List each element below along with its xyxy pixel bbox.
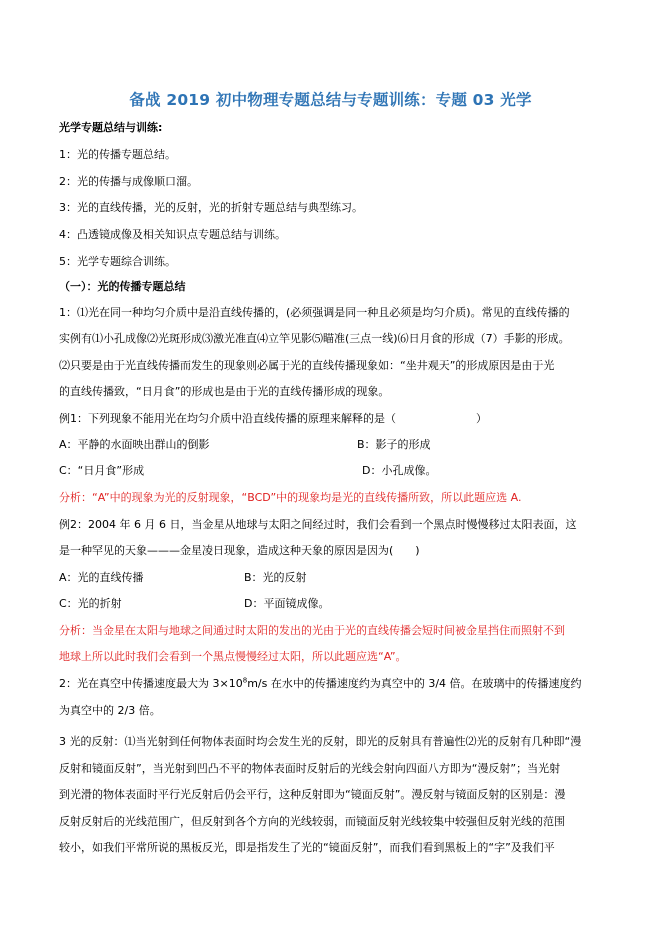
paragraph-3-line-2: 反射和镜面反射”，当光射到凹凸不平的物体表面时反射后的光线会射向四面八方即为“漫反射”；当光射 xyxy=(59,762,561,775)
paragraph-3-line-4: 反射反射后的光线范围广，但反射到各个方向的光线较弱，而镜面反射光线较集中较强但反射光线的范围 xyxy=(59,815,565,828)
paragraph-3-line-5: 较小，如我们平常所说的黑板反光，即是指发生了光的“镜面反射”，而我们看到黑板上的“字”及我们平 xyxy=(59,841,555,854)
example-2-option-c: C：光的折射 xyxy=(59,597,122,610)
speed-text-b: m/s 在水中的传播速度约为真空中的 3/4 倍。在玻璃中的传播速度约 xyxy=(247,677,582,690)
paragraph-1-line-2: 实例有⑴小孔成像⑵光斑形成⑶激光准直⑷立竿见影⑸瞄准(三点一线)⑹日月食的形成（7）手影的形成。 xyxy=(59,332,570,345)
example-1-analysis: 分析：“A”中的现象为光的反射现象，“BCD”中的现象均是光的直线传播所致，所以此题应选 A. xyxy=(59,491,522,504)
example-1-option-c: C：“日月食”形成 xyxy=(59,464,145,477)
section-heading: 光学专题总结与训练: xyxy=(59,121,163,134)
example-2-question-line-1: 例2：2004 年 6 月 6 日，当金星从地球与太阳之间经过时，我们会看到一个黑点时慢慢移过太阳表面，这 xyxy=(59,518,577,531)
example-2-analysis-line-1: 分析：当金星在太阳与地球之间通过时太阳的发出的光由于光的直线传播会短时间被金星挡住而照射不到 xyxy=(59,624,565,637)
example-2-option-a: A：光的直线传播 xyxy=(59,571,144,584)
example-1-question-end: ） xyxy=(476,412,487,425)
paragraph-1-line-1: 1：⑴光在同一种均匀介质中是沿直线传播的，(必须强调是同一种且必须是均匀介质)。常见的直线传播的 xyxy=(59,306,570,319)
example-1-question-text: 例1：下列现象不能用光在均匀介质中沿直线传播的原理来解释的是（ xyxy=(59,412,396,425)
paragraph-3-line-3: 到光滑的物体表面时平行光反射后仍会平行，这种反射即为“镜面反射”。漫反射与镜面反射的区别是：漫 xyxy=(59,788,566,801)
document-title: 备战 2019 初中物理专题总结与专题训练：专题 03 光学 xyxy=(129,91,532,109)
example-2-analysis-line-2: 地球上所以此时我们会看到一个黑点慢慢经过太阳，所以此题应选“A”。 xyxy=(59,650,407,663)
toc-item-3: 3：光的直线传播，光的反射，光的折射专题总结与典型练习。 xyxy=(59,201,363,214)
example-1-option-a: A：平静的水面映出群山的倒影 xyxy=(59,438,210,451)
example-1-option-b: B：影子的形成 xyxy=(357,438,431,451)
toc-item-5: 5：光学专题综合训练。 xyxy=(59,255,176,268)
example-1-question xyxy=(59,412,609,426)
speed-text-a: 2：光在真空中传播速度最大为 3×10 xyxy=(59,677,243,690)
example-2-option-b: B：光的反射 xyxy=(244,571,307,584)
example-2-option-d: D：平面镜成像。 xyxy=(244,597,330,610)
paragraph-1-line-3: ⑵只要是由于光直线传播而发生的现象则必属于光的直线传播现象如：“坐井观天”的形成原因是由于光 xyxy=(59,359,555,372)
paragraph-2-line-2: 为真空中的 2/3 倍。 xyxy=(59,704,161,717)
paragraph-1-line-4: 的直线传播致，“日月食”的形成也是由于光的直线传播形成的现象。 xyxy=(59,385,390,398)
paragraph-2-line-1 xyxy=(59,677,609,691)
toc-item-2: 2：光的传播与成像顺口溜。 xyxy=(59,175,198,188)
example-1-option-d: D：小孔成像。 xyxy=(362,464,437,477)
paragraph-3-line-1: 3 光的反射：⑴当光射到任何物体表面时均会发生光的反射，即光的反射具有普遍性⑵光的反射有几种即“漫 xyxy=(59,735,582,748)
toc-item-1: 1：光的传播专题总结。 xyxy=(59,148,176,161)
example-2-question-line-2: 是一种罕见的天象———金星凌日现象，造成这种天象的原因是因为( ) xyxy=(59,544,420,557)
part1-heading: （一）：光的传播专题总结 xyxy=(59,280,186,293)
speed-exponent: 8 xyxy=(242,677,248,685)
toc-item-4: 4：凸透镜成像及相关知识点专题总结与训练。 xyxy=(59,228,286,241)
